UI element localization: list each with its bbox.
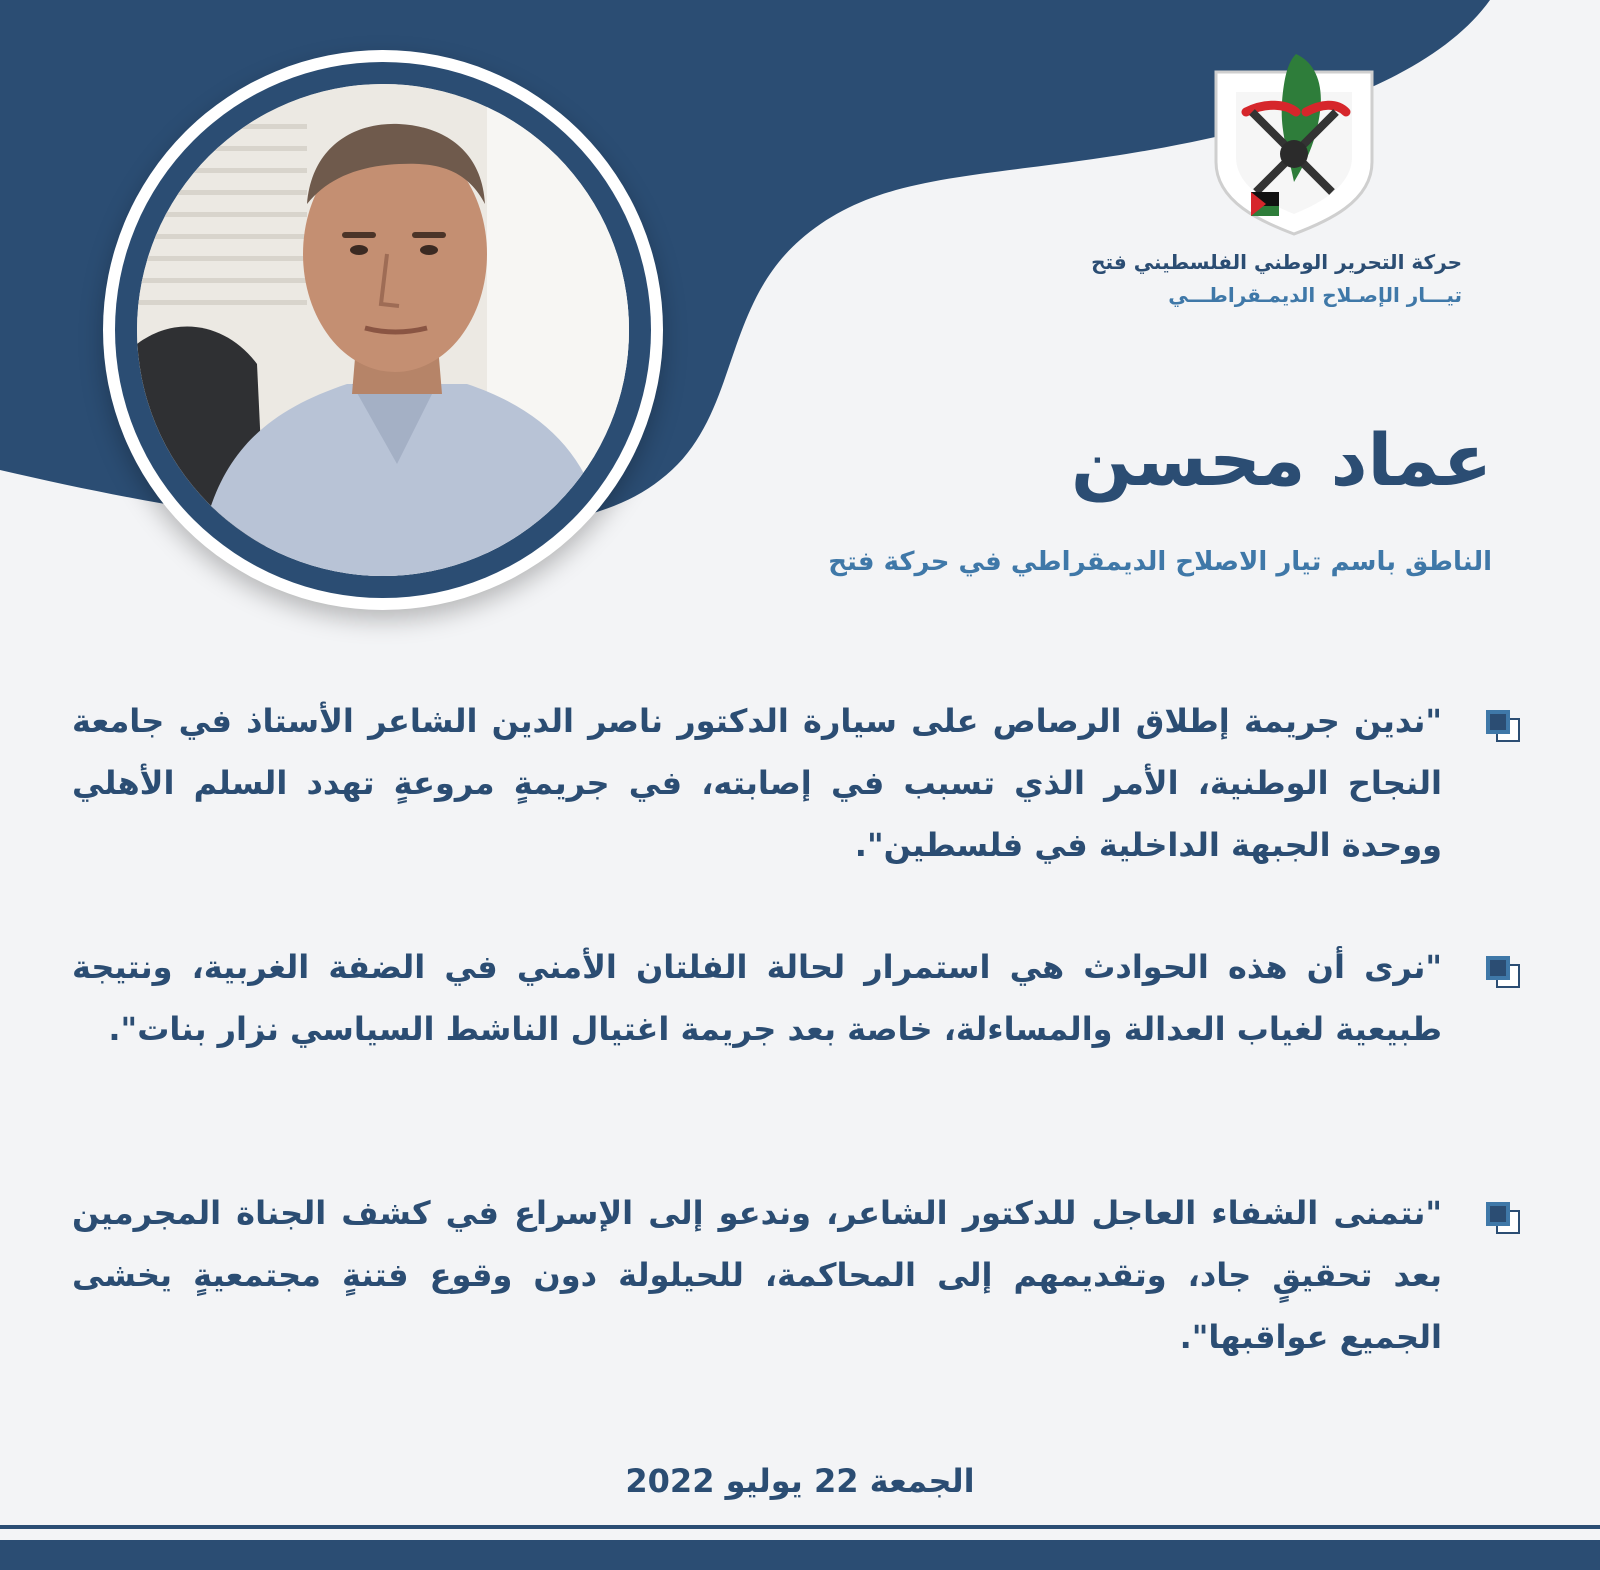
footer-divider — [0, 1525, 1600, 1529]
bullet-squares-icon — [1484, 952, 1520, 988]
person-name: عماد محسن — [1070, 418, 1492, 502]
statement-text: "نتمنى الشفاء العاجل للدكتور الشاعر، وندعو إلى الإسراع في كشف الجناة المجرمين بعد تحقيقٍ جاد، وتقديمهم إلى المحاكمة، للحيلولة دون وقوع فتنةٍ مجتمعيةٍ يخشى الجميع عواقبها". — [72, 1194, 1442, 1356]
person-role: الناطق باسم تيار الاصلاح الديمقراطي في حركة فتح — [828, 547, 1492, 577]
bullet-squares-icon — [1484, 1198, 1520, 1234]
portrait-photo — [137, 84, 629, 576]
fatah-logo — [1196, 42, 1392, 238]
organization-subtitle: تيـــار الإصـلاح الديمـقراطـــي — [1168, 283, 1462, 307]
organization-name: حركة التحرير الوطني الفلسطيني فتح — [1091, 250, 1462, 274]
statement-item — [72, 936, 1520, 1182]
footer-bar — [0, 1540, 1600, 1570]
statement-item — [72, 690, 1520, 936]
fatah-emblem-icon — [1196, 42, 1392, 238]
statement-text: "نرى أن هذه الحوادث هي استمرار لحالة الفلتان الأمني في الضفة الغربية، ونتيجة طبيعية لغياب العدالة والمساءلة، خاصة بعد جريمة اغتيال الناشط السياسي نزار بنات". — [72, 948, 1442, 1048]
publication-date: الجمعة 22 يوليو 2022 — [625, 1462, 975, 1500]
statement-text: "ندين جريمة إطلاق الرصاص على سيارة الدكتور ناصر الدين الشاعر الأستاذ في جامعة النجاح الوطنية، الأمر الذي تسبب في إصابته، في جريمةٍ مروعةٍ تهدد السلم الأهلي ووحدة الجبهة الداخلية في فلسطين". — [72, 702, 1442, 864]
statements-list — [72, 690, 1520, 1428]
bullet-squares-icon — [1484, 706, 1520, 742]
portrait-frame — [103, 50, 663, 610]
statement-item — [72, 1182, 1520, 1428]
